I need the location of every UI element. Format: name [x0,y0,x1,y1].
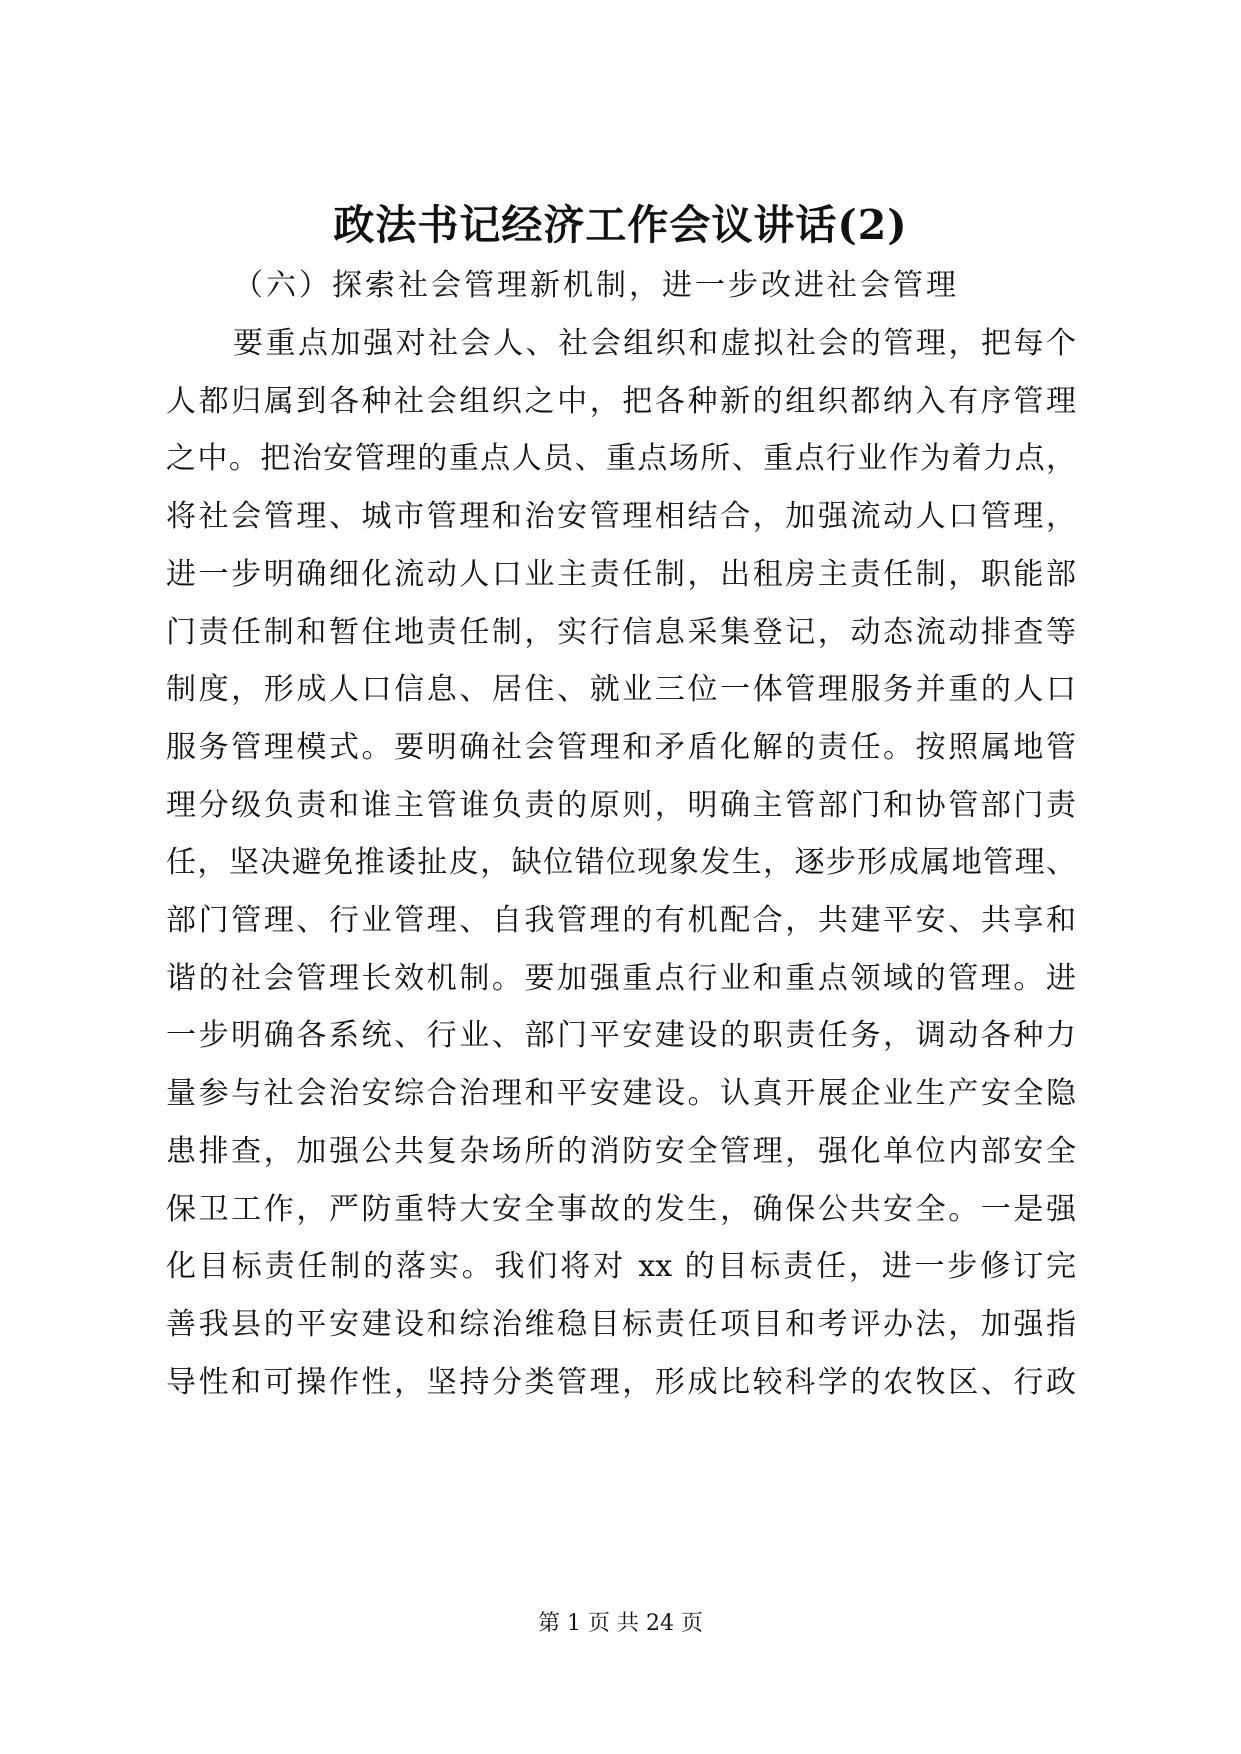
body-line: 进一步明确细化流动人口业主责任制，出租房主责任制，职能部 [166,556,1076,592]
body-line: 理分级负责和谁主管谁负责的原则，明确主管部门和协管部门责 [166,787,1076,823]
body-line: 服务管理模式。要明确社会管理和矛盾化解的责任。按照属地管 [166,729,1076,765]
body-line: 量参与社会治安综合治理和平安建设。认真开展企业生产安全隐 [166,1076,1076,1112]
body-line: 患排查，加强公共复杂场所的消防安全管理，强化单位内部安全 [166,1133,1076,1169]
body-line: 要重点加强对社会人、社会组织和虚拟社会的管理，把每个 [233,326,1076,361]
body-line: 门责任制和暂住地责任制，实行信息采集登记，动态流动排查等 [166,614,1076,650]
body-line: 善我县的平安建设和综治维稳目标责任项目和考评办法，加强指 [166,1306,1076,1342]
body-line: 人都归属到各种社会组织之中，把各种新的组织都纳入有序管理 [166,383,1076,419]
body-line: 化目标责任制的落实。我们将对 xx 的目标责任，进一步修订完 [166,1249,1076,1285]
body-line: 部门管理、行业管理、自我管理的有机配合，共建平安、共享和 [166,903,1076,938]
page-footer: 第 1 页 共 24 页 [538,1611,703,1636]
body-line: 任，坚决避免推诿扯皮，缺位错位现象发生，逐步形成属地管理、 [166,845,1076,881]
body-line: 之中。把治安管理的重点人员、重点场所、重点行业作为着力点， [166,441,1076,477]
document-title: 政法书记经济工作会议讲话(2) [333,201,908,249]
body-line: 保卫工作，严防重特大安全事故的发生，确保公共安全。一是强 [166,1191,1076,1227]
body-line: 导性和可操作性，坚持分类管理，形成比较科学的农牧区、行政 [166,1364,1076,1400]
body-line: 一步明确各系统、行业、部门平安建设的职责任务，调动各种力 [166,1018,1076,1054]
body-line: 谐的社会管理长效机制。要加强重点行业和重点领域的管理。进 [166,960,1076,996]
body-line: 将社会管理、城市管理和治安管理相结合，加强流动人口管理， [166,499,1076,535]
body-line: 制度，形成人口信息、居住、就业三位一体管理服务并重的人口 [166,672,1076,708]
section-heading: （六）探索社会管理新机制，进一步改进社会管理 [233,268,959,303]
